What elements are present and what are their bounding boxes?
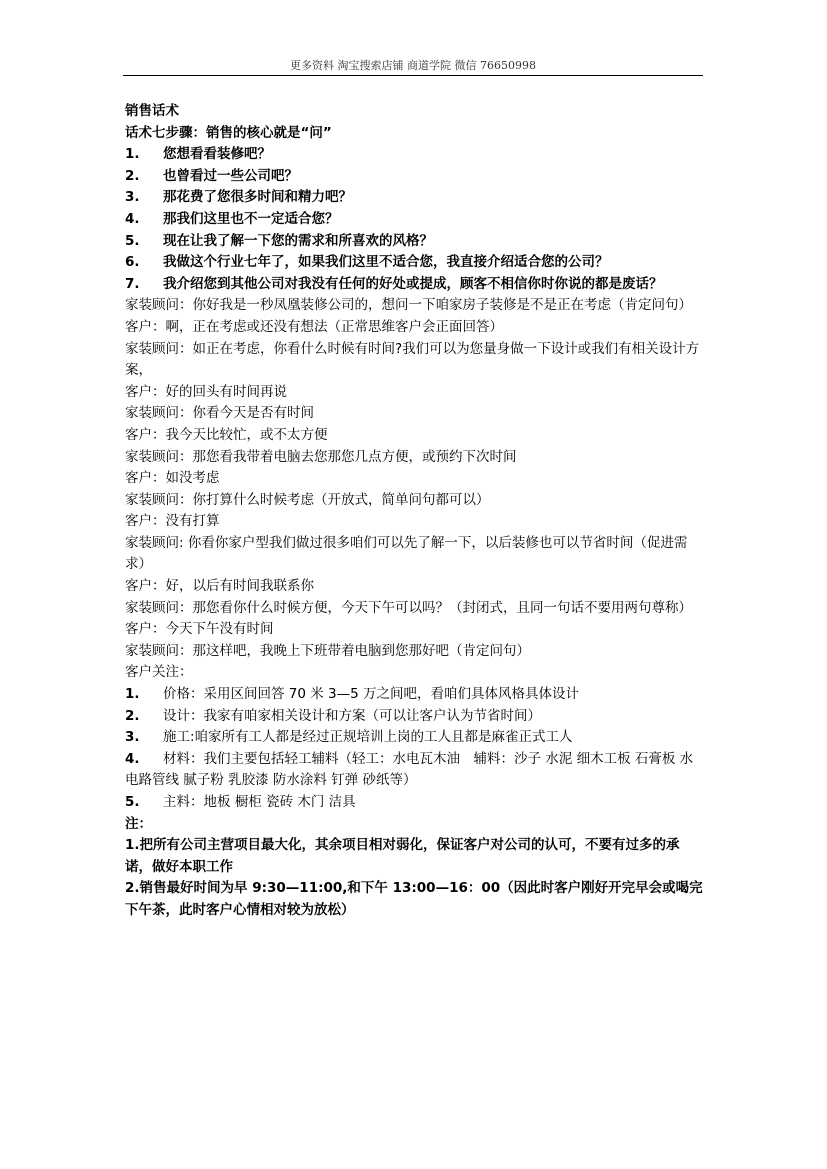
dialogue-line: 客户：好，以后有时间我联系你: [125, 578, 314, 595]
list-number: 6.: [125, 254, 140, 271]
list-number: 2.: [125, 167, 140, 184]
list-text: 施工:咱家所有工人都是经过正规培训上岗的工人且都是麻雀正式工人: [163, 729, 573, 746]
list-item: [125, 706, 705, 728]
note-heading: 注：: [125, 815, 152, 832]
list-text: 也曾看过一些公司吧？: [163, 167, 298, 184]
list-number: 5.: [125, 794, 140, 810]
dialogue-line: 客户：我今天比较忙，或不太方便: [125, 426, 328, 443]
dialogue-line: 家装顾问：你打算什么时候考虑（开放式，简单问句都可以）: [125, 491, 490, 508]
dialogue-line: 客户：如没考虑: [125, 470, 220, 487]
list-text: 我做这个行业七年了，如果我们这里不适合您，我直接介绍适合您的公司？: [163, 254, 609, 271]
dialogue-line: 家装顾问：如正在考虑，你看什么时候有时间?我们可以为您量身做一下设计或我们有相关设计方案，: [125, 340, 700, 379]
list-item: [125, 231, 705, 253]
dialogue-line: 客户：啊，正在考虑或还没有想法（正常思维客户会正面回答）: [125, 318, 503, 335]
list-item: [125, 166, 705, 188]
focus-heading: 客户关注：: [125, 664, 193, 681]
list-item: [125, 684, 705, 706]
dialogue-line: 客户：今天下午没有时间: [125, 621, 274, 638]
document-title: 销售话术: [125, 103, 179, 119]
list-text: 我介绍您到其他公司对我没有任何的好处或提成，顾客不相信你时你说的都是废话？: [163, 275, 663, 292]
focus-list: [125, 684, 705, 814]
list-item: [125, 144, 705, 166]
list-text: 那我们这里也不一定适合您？: [163, 210, 339, 227]
steps-list: [125, 144, 705, 295]
list-number: 5.: [125, 232, 140, 249]
list-number: 4.: [125, 210, 140, 227]
list-number: 1.: [125, 146, 140, 163]
list-text: 设计：我家有咱家相关设计和方案（可以让客户认为节省时间）: [163, 707, 541, 724]
list-number: 2.: [125, 707, 140, 724]
list-item: [125, 187, 705, 209]
list-text: 那花费了您很多时间和精力吧？: [163, 189, 352, 206]
list-number: 1.: [125, 686, 140, 703]
dialogue-line: 家装顾问：那您看你什么时候方便，今天下午可以吗？（封闭式，且同一句话不要用两句尊称）: [125, 599, 692, 616]
list-text: 价格：采用区间回答 70 米 3—5 万之间吧，看咱们具体风格具体设计: [163, 686, 580, 703]
dialogue-line: 客户：好的回头有时间再说: [125, 383, 287, 400]
document-subtitle: 话术七步骤：销售的核心就是“问”: [125, 124, 332, 141]
dialogue-section: [125, 295, 705, 662]
dialogue-line: 家装顾问：那您看我带着电脑去您那您几点方便，或预约下次时间: [125, 448, 517, 465]
list-number: 3.: [125, 729, 140, 746]
list-text: 主料：地板 橱柜 瓷砖 木门 洁具: [163, 794, 356, 810]
list-number: 7.: [125, 275, 140, 292]
list-text: 您想看看装修吧？: [163, 146, 271, 163]
list-text: 现在让我了解一下您的需求和所喜欢的风格？: [163, 232, 433, 249]
list-item: [125, 209, 705, 231]
document-body: [125, 101, 705, 922]
list-item: [125, 727, 705, 749]
dialogue-line: 家装顾问：你好我是一秒凤凰装修公司的，想问一下咱家房子装修是不是正在考虑（肯定问句）: [125, 297, 692, 314]
note-item: 1.把所有公司主营项目最大化，其余项目相对弱化，保证客户对公司的认可，不要有过多的承诺，做好本职工作: [125, 837, 680, 875]
list-item: [125, 252, 705, 274]
dialogue-line: 家装顾问：你看今天是否有时间: [125, 405, 314, 422]
list-item: [125, 749, 705, 792]
list-item: [125, 792, 705, 814]
dialogue-line: 家装顾问：那这样吧，我晚上下班带着电脑到您那好吧（肯定问句）: [125, 642, 530, 659]
note-item: 2.销售最好时间为早 9:30—11:00,和下午 13:00—16：00（因此时客户刚好开完早会或喝完下午茶，此时客户心情相对较为放松）: [125, 880, 703, 918]
list-number: 4.: [125, 750, 140, 767]
dialogue-line: 家装顾问: 你看你家户型我们做过很多咱们可以先了解一下，以后装修也可以节省时间（促进需求）: [125, 534, 688, 573]
list-text: 材料：我们主要包括轻工辅料（轻工：水电瓦木油 辅料：沙子 水泥 细木工板 石膏板 水电路管线 腻子粉 乳胶漆 防水涂料 钉弹 砂纸等）: [125, 750, 694, 789]
list-item: [125, 274, 705, 296]
page-header: 更多资料 淘宝搜索店铺 商道学院 微信 76650998: [123, 56, 703, 76]
dialogue-line: 客户：没有打算: [125, 513, 220, 530]
list-number: 3.: [125, 189, 140, 206]
